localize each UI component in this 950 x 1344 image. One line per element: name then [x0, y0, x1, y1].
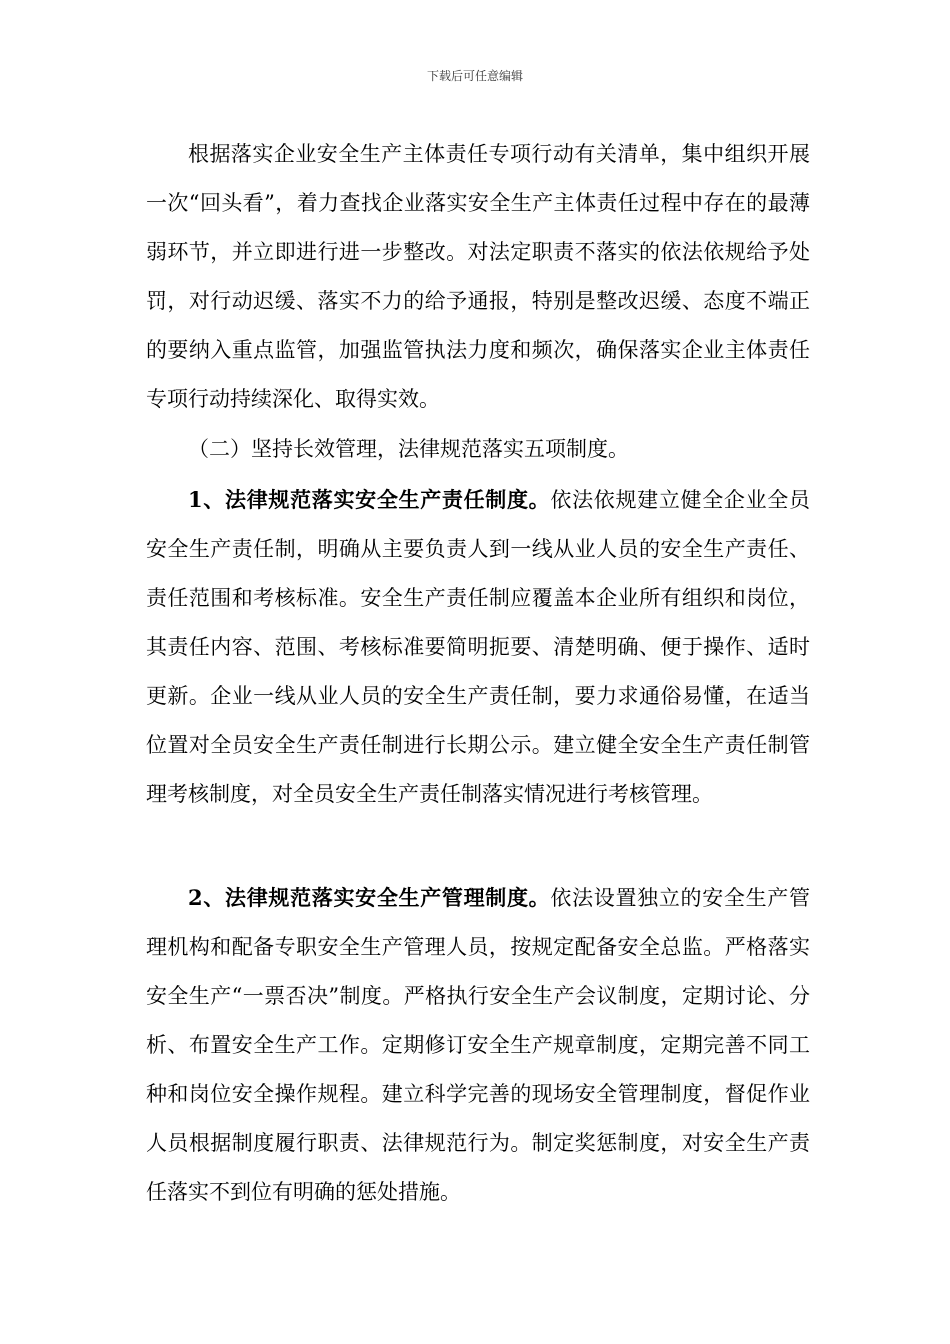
paragraph-review [146, 130, 810, 424]
paragraph-responsibility-system [146, 475, 810, 819]
paragraph-body: 依法设置独立的安全生产管理机构和配备专职安全生产管理人员，按规定配备安全总监。严格落实安全生产“一票否决”制度。严格执行安全生产会议制度，定期讨论、分析、布置安全生产工作。定期修订安全生产规章制度，定期完善不同工种和岗位安全操作规程。建立科学完善的现场安全管理制度，督促作业人员根据制度履行职责、法律规范行为。制定奖惩制度，对安全生产责任落实不到位有明确的惩处措施。 [146, 886, 810, 1204]
paragraph-text [146, 873, 810, 1217]
page-header: 下载后可任意编辑 [426, 69, 523, 83]
paragraph-lead: 1、法律规范落实安全生产责任制度。 [188, 487, 551, 512]
paragraph-text: 根据落实企业安全生产主体责任专项行动有关清单，集中组织开展一次“回头看”，着力查找企业落实安全生产主体责任过程中存在的最薄弱环节，并立即进行进一步整改。对法定职责不落实的依法依规给予处罚，对行动迟缓、落实不力的给予通报，特别是整改迟缓、态度不端正的要纳入重点监管，加强监管执法力度和频次，确保落实企业主体责任专项行动持续深化、取得实效。 [146, 142, 810, 411]
section-heading [146, 425, 810, 474]
paragraph-body: 依法依规建立健全企业全员安全生产责任制，明确从主要负责人到一线从业人员的安全生产责任、责任范围和考核标准。安全生产责任制应覆盖本企业所有组织和岗位，其责任内容、范围、考核标准要简明扼要、清楚明确、便于操作、适时更新。企业一线从业人员的安全生产责任制，要力求通俗易懂，在适当位置对全员安全生产责任制进行长期公示。建立健全安全生产责任制管理考核制度，对全员安全生产责任制落实情况进行考核管理。 [146, 488, 810, 806]
paragraph-lead: 2、法律规范落实安全生产管理制度。 [188, 885, 551, 910]
paragraph-management-system [146, 873, 810, 1217]
section-heading-text: （二）坚持长效管理，法律规范落实五项制度。 [188, 437, 629, 461]
paragraph-text [146, 475, 810, 819]
